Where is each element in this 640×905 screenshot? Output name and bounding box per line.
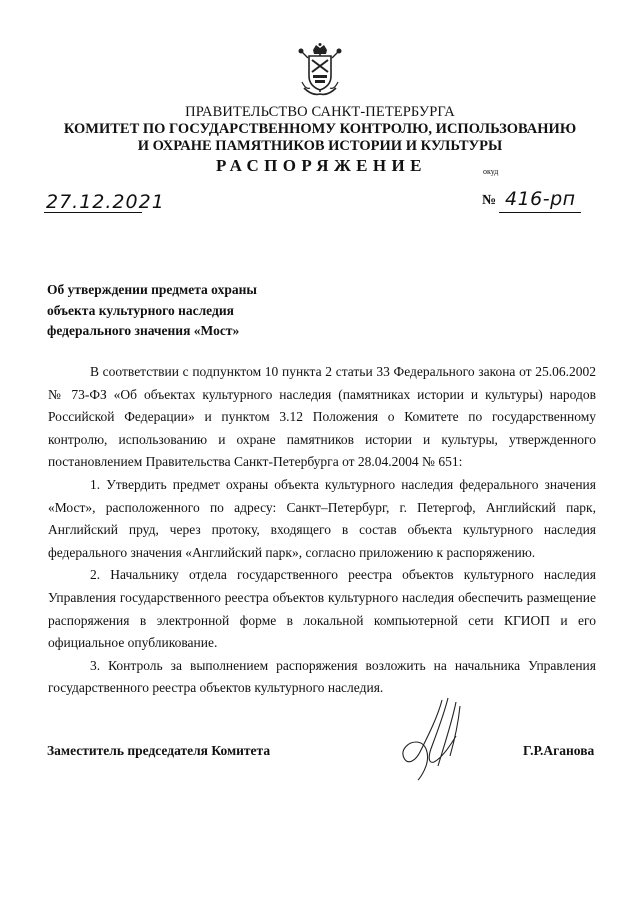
item-1-paragraph: 1. Утвердить предмет охраны объекта культурного наследия федерального значения «Мост», расположенного по адресу: Санкт–Петербург, г. Петергоф, Английский парк, Английский пруд, через протоку, входящего в состав объекта культурного наследия федерального значения «Английский парк», согласно приложению к распоряжению. (48, 476, 596, 560)
document-number: 416-рп (505, 188, 576, 210)
document-body (48, 361, 596, 700)
signatory-title: Заместитель председателя Комитета (47, 743, 271, 758)
saint-petersburg-coat-of-arms-icon (296, 42, 344, 98)
subject-line1: Об утверждении предмета охраны (47, 282, 257, 297)
item-2-paragraph: 2. Начальнику отдела государственного реестра объектов культурного наследия Управления государственного реестра объектов культурного наследия обеспечить размещение распоряжения в электронной форме в локальной компьютерной сети КГИОП и его официальное опубликование. (48, 567, 596, 651)
signatory-name: Г.Р.Аганова (523, 743, 595, 758)
document-date: 27.12.2021 (46, 191, 165, 213)
government-name: ПРАВИТЕЛЬСТВО САНКТ-ПЕТЕРБУРГА (185, 104, 455, 120)
committee-name-line2: И ОХРАНЕ ПАМЯТНИКОВ ИСТОРИИ И КУЛЬТУРЫ (137, 138, 503, 154)
document-type-title: РАСПОРЯЖЕНИЕ (216, 156, 427, 175)
number-label: № (482, 193, 497, 208)
handwritten-signature (398, 696, 470, 782)
number-underline (499, 212, 581, 213)
item-3-paragraph: 3. Контроль за выполнением распоряжения возложить на начальника Управления государственного реестра объектов культурного наследия. (48, 657, 596, 696)
subject-line3: федерального значения «Мост» (47, 323, 240, 338)
date-underline (44, 212, 142, 213)
committee-name-line1: КОМИТЕТ ПО ГОСУДАРСТВЕННОМУ КОНТРОЛЮ, ИСПОЛЬЗОВАНИЮ (63, 121, 577, 137)
okud-label: окуд (483, 167, 499, 176)
subject-line2: объекта культурного наследия (47, 303, 234, 318)
preamble-paragraph: В соответствии с подпунктом 10 пункта 2 статьи 33 Федерального закона от 25.06.2002 № 73-ФЗ «Об объектах культурного наследия (памятниках истории и культуры) народов Российской Федерации» и пунктом 3.12 Положения о Комитете по государственному контролю, использованию и охране памятников истории и культуры, утвержденного постановлением Правительства Санкт-Петербурга от 28.04.2004 № 651: (48, 364, 596, 470)
